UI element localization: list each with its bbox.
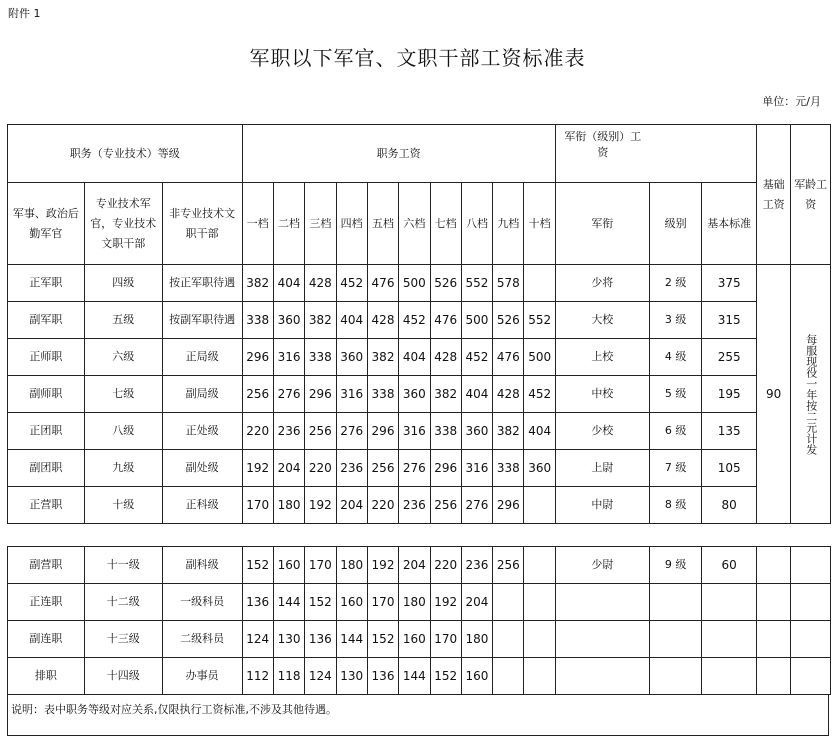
tier-value: 500 [461,302,492,339]
tier-value: 136 [305,621,336,658]
tier-value: 382 [305,302,336,339]
tier-value: 256 [493,547,524,584]
tier-value: 236 [461,547,492,584]
tier-value: 192 [367,547,398,584]
tier-value: 338 [493,450,524,487]
table-row [8,621,831,658]
header-service-salary-text: 军龄工资 [794,177,828,211]
base-salary-empty [756,621,790,658]
header-tech-officer-text: 专业技术军官，专业技术文职干部 [90,196,157,250]
service-salary-empty [791,584,831,621]
header-military-officer-text: 军事、政治后勤军官 [12,206,79,240]
tier-value [524,265,555,302]
tier-value: 382 [430,376,461,413]
tier-value [524,584,555,621]
civil-grade: 正局级 [162,339,242,376]
tier-value [493,621,524,658]
rank-level: 9 级 [649,547,702,584]
tier-value: 118 [273,658,304,695]
tech-grade: 十四级 [84,658,162,695]
tier-value: 160 [461,658,492,695]
tier-value: 180 [399,584,430,621]
tier-value: 130 [336,658,367,695]
rank-name: 上校 [555,339,649,376]
tier-value: 136 [367,658,398,695]
tier-value: 112 [242,658,273,695]
base-salary-empty [756,658,790,695]
attachment-label: 附件 1 [8,7,41,20]
tier-header: 七档 [430,183,461,265]
tier-value: 256 [367,450,398,487]
header-base-salary-text: 基础工资 [762,177,785,211]
rank-standard [702,621,757,658]
tier-value: 170 [430,621,461,658]
rank-standard [702,658,757,695]
rank-standard: 255 [702,339,757,376]
tier-value: 180 [273,487,304,524]
rank-level: 8 级 [649,487,702,524]
tier-value: 136 [242,584,273,621]
tier-value: 170 [305,547,336,584]
tier-value [493,584,524,621]
rank-level: 5 级 [649,376,702,413]
rank-standard: 375 [702,265,757,302]
tier-value: 192 [242,450,273,487]
tier-value: 192 [305,487,336,524]
tier-value: 204 [461,584,492,621]
unit-label: 单位：元/月 [762,95,821,108]
rank-level [649,621,702,658]
rank-standard [702,584,757,621]
tech-grade: 五级 [84,302,162,339]
tier-value: 338 [430,413,461,450]
tier-value: 276 [399,450,430,487]
tier-header: 五档 [367,183,398,265]
civil-grade: 正科级 [162,487,242,524]
tier-value: 360 [399,376,430,413]
tier-value: 500 [524,339,555,376]
officer-grade: 副师职 [8,376,85,413]
tech-grade: 九级 [84,450,162,487]
tier-value: 130 [273,621,304,658]
tier-value: 256 [305,413,336,450]
tech-grade: 十二级 [84,584,162,621]
base-salary-empty [756,547,790,584]
tier-header: 十档 [524,183,555,265]
base-salary-value: 90 [757,265,791,524]
tier-value: 452 [524,376,555,413]
tier-value [524,487,555,524]
tier-value: 338 [305,339,336,376]
tier-value [524,658,555,695]
tier-header: 二档 [273,183,304,265]
rank-standard: 60 [702,547,757,584]
tier-value: 160 [336,584,367,621]
tier-value [493,658,524,695]
tier-value [524,547,555,584]
tier-value: 144 [336,621,367,658]
tier-value: 180 [336,547,367,584]
header-non-tech-civil-text: 非专业技术文职干部 [169,206,236,240]
tier-value [524,621,555,658]
tier-value: 180 [461,621,492,658]
tier-header: 三档 [305,183,336,265]
tier-value: 236 [336,450,367,487]
officer-grade: 排职 [8,658,85,695]
tier-value: 256 [430,487,461,524]
civil-grade: 按正军职待遇 [162,265,242,302]
tier-value: 276 [461,487,492,524]
tier-value: 360 [524,450,555,487]
tier-value: 552 [524,302,555,339]
tier-value: 476 [430,302,461,339]
tier-value: 296 [367,413,398,450]
rank-name [555,658,649,695]
officer-grade: 副连职 [8,621,85,658]
tier-value: 296 [430,450,461,487]
tier-value: 476 [493,339,524,376]
tier-value: 338 [242,302,273,339]
tier-value: 170 [242,487,273,524]
tier-value: 382 [493,413,524,450]
tier-value: 124 [305,658,336,695]
header-duty-salary: 职务工资 [242,125,555,183]
rank-level: 2 级 [649,265,702,302]
table-row [8,547,831,584]
service-salary-note [791,265,831,524]
tier-value: 256 [242,376,273,413]
officer-grade: 副团职 [8,450,85,487]
tier-value: 428 [430,339,461,376]
service-salary-note-text: 每服现役一年按二元计发 [804,333,818,455]
tier-value: 552 [461,265,492,302]
tier-value: 526 [493,302,524,339]
tier-header: 八档 [461,183,492,265]
civil-grade: 一级科员 [162,584,242,621]
rank-standard: 315 [702,302,757,339]
rank-level: 4 级 [649,339,702,376]
table-row [8,450,831,487]
tier-value: 236 [399,487,430,524]
rank-name: 少尉 [555,547,649,584]
salary-table-top [7,124,831,524]
tier-value: 428 [493,376,524,413]
header-base-salary [757,125,791,265]
officer-grade: 副军职 [8,302,85,339]
tech-grade: 十级 [84,487,162,524]
header-duty-grade: 职务（专业技术）等级 [8,125,243,183]
tier-value: 404 [336,302,367,339]
tech-grade: 十三级 [84,621,162,658]
footnote: 说明：表中职务等级对应关系,仅限执行工资标准,不涉及其他待遇。 [7,694,829,736]
rank-standard: 105 [702,450,757,487]
tech-grade: 八级 [84,413,162,450]
civil-grade: 二级科员 [162,621,242,658]
tier-value: 204 [399,547,430,584]
tier-value: 382 [242,265,273,302]
table-row [8,487,831,524]
tier-value: 338 [367,376,398,413]
rank-level: 7 级 [649,450,702,487]
officer-grade: 正连职 [8,584,85,621]
civil-grade: 按副军职待遇 [162,302,242,339]
tech-grade: 十一级 [84,547,162,584]
table-row [8,658,831,695]
civil-grade: 副科级 [162,547,242,584]
base-salary-empty [756,584,790,621]
header-service-salary [791,125,831,265]
tier-value: 360 [273,302,304,339]
tier-value: 452 [461,339,492,376]
tier-value: 144 [399,658,430,695]
rank-level: 6 级 [649,413,702,450]
rank-name: 大校 [555,302,649,339]
tier-header: 九档 [493,183,524,265]
header-rank-salary [555,125,756,183]
table-row [8,302,831,339]
tier-value: 276 [336,413,367,450]
tier-value: 152 [367,621,398,658]
tier-header: 六档 [399,183,430,265]
officer-grade: 正师职 [8,339,85,376]
tech-grade: 四级 [84,265,162,302]
tier-value: 220 [242,413,273,450]
tier-value: 316 [273,339,304,376]
tier-value: 526 [430,265,461,302]
header-military-officer [8,183,85,265]
rank-standard: 135 [702,413,757,450]
tier-value: 192 [430,584,461,621]
rank-name: 中校 [555,376,649,413]
rank-name [555,621,649,658]
header-non-tech-civil [162,183,242,265]
tier-value: 404 [461,376,492,413]
civil-grade: 正处级 [162,413,242,450]
tier-value: 316 [336,376,367,413]
civil-grade: 副局级 [162,376,242,413]
tier-value: 160 [273,547,304,584]
rank-name: 上尉 [555,450,649,487]
tier-value: 144 [273,584,304,621]
tier-value: 360 [336,339,367,376]
tier-value: 316 [461,450,492,487]
rank-level [649,584,702,621]
tier-value: 152 [305,584,336,621]
rank-standard: 195 [702,376,757,413]
tier-value: 452 [336,265,367,302]
tier-header: 一档 [242,183,273,265]
tier-value: 152 [242,547,273,584]
rank-name: 中尉 [555,487,649,524]
rank-name: 少将 [555,265,649,302]
rank-level [649,658,702,695]
rank-name: 少校 [555,413,649,450]
officer-grade: 正团职 [8,413,85,450]
tier-value: 404 [273,265,304,302]
service-salary-empty [791,658,831,695]
tier-value: 428 [305,265,336,302]
table-row [8,376,831,413]
tech-grade: 六级 [84,339,162,376]
tier-value: 382 [367,339,398,376]
civil-grade: 办事员 [162,658,242,695]
tier-value: 500 [399,265,430,302]
header-rank-salary-text: 军衔（级别）工资 [564,130,642,159]
officer-grade: 正营职 [8,487,85,524]
tier-value: 276 [273,376,304,413]
tier-value: 296 [493,487,524,524]
tier-value: 204 [336,487,367,524]
tier-value: 220 [367,487,398,524]
header-level: 级别 [649,183,702,265]
table-row [8,265,831,302]
tier-value: 236 [273,413,304,450]
tier-value: 316 [399,413,430,450]
tier-value: 220 [430,547,461,584]
tier-header: 四档 [336,183,367,265]
tier-value: 220 [305,450,336,487]
tier-value: 404 [399,339,430,376]
tech-grade: 七级 [84,376,162,413]
tier-value: 476 [367,265,398,302]
service-salary-empty [791,621,831,658]
header-rank: 军衔 [555,183,649,265]
officer-grade: 正军职 [8,265,85,302]
tier-value: 296 [242,339,273,376]
tier-value: 170 [367,584,398,621]
salary-table-bottom [7,546,831,695]
officer-grade: 副营职 [8,547,85,584]
tier-value: 452 [399,302,430,339]
tier-value: 404 [524,413,555,450]
rank-level: 3 级 [649,302,702,339]
table-row [8,339,831,376]
table-row [8,413,831,450]
tier-value: 152 [430,658,461,695]
table-row [8,584,831,621]
service-salary-empty [791,547,831,584]
header-basic-standard: 基本标准 [702,183,757,265]
tier-value: 360 [461,413,492,450]
page-title: 军职以下军官、文职干部工资标准表 [249,46,586,70]
tier-value: 296 [305,376,336,413]
tier-value: 578 [493,265,524,302]
rank-name [555,584,649,621]
tier-value: 160 [399,621,430,658]
header-tech-officer [84,183,162,265]
tier-value: 204 [273,450,304,487]
tier-value: 124 [242,621,273,658]
rank-standard: 80 [702,487,757,524]
tier-value: 428 [367,302,398,339]
civil-grade: 副处级 [162,450,242,487]
